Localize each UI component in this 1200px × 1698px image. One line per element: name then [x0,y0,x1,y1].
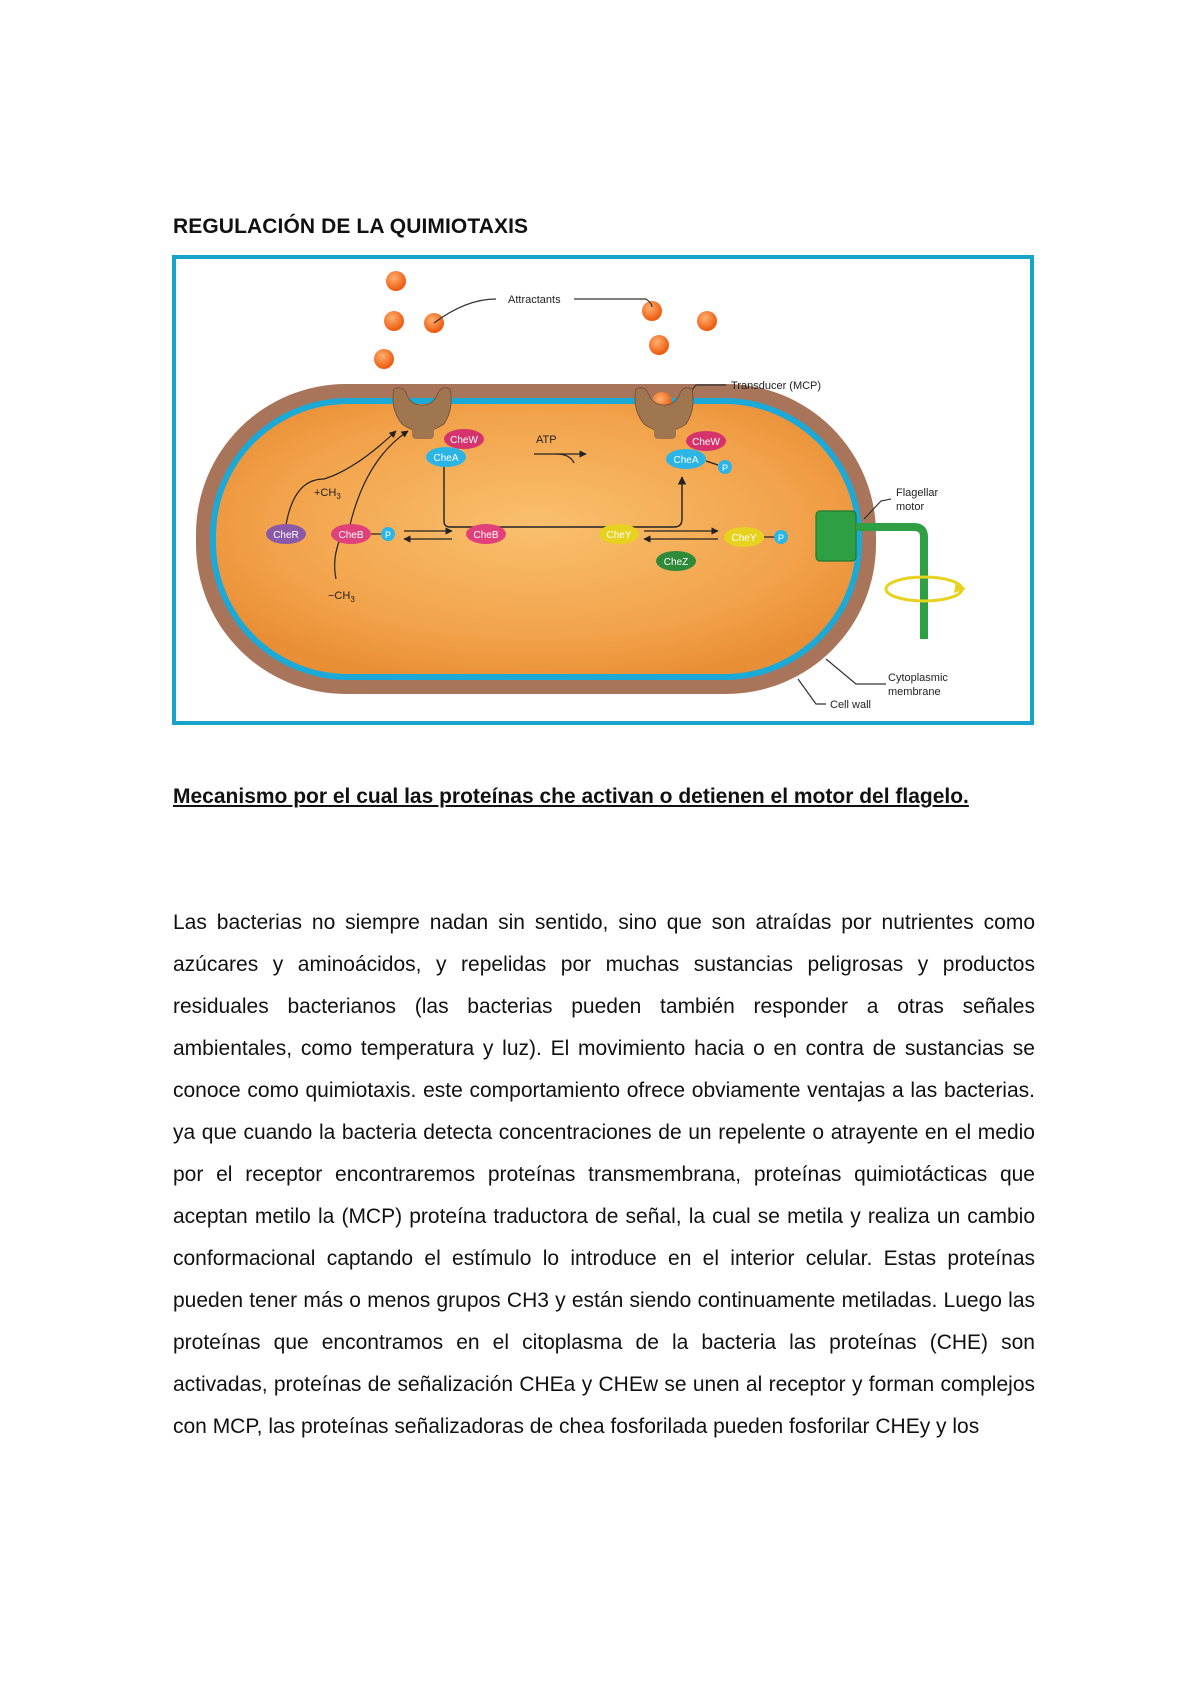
svg-text:CheB: CheB [338,530,364,541]
flagellar-motor-label-1: Flagellar [896,487,939,499]
svg-text:CheW: CheW [450,435,478,446]
svg-text:CheA: CheA [673,455,699,466]
plus-ch3-label: $+CH_3$ [314,487,341,501]
svg-text:P: P [384,530,392,540]
attractants-label: Attractants [508,294,561,306]
minus-ch3-label: $-CH_3$ [328,590,355,604]
diagram-svg [176,259,1030,721]
svg-text:P: P [777,533,785,543]
chemotaxis-diagram [172,255,1034,725]
svg-text:CheY: CheY [731,533,757,544]
svg-text:CheB: CheB [473,530,499,541]
section-heading: Mecanismo por el cual las proteínas che activan o detienen el motor del flagelo. [173,785,969,808]
transducer-label: Transducer (MCP) [731,380,822,392]
svg-text:CheR: CheR [273,530,299,541]
flagellar-motor [816,511,856,561]
cytoplasmic-membrane-label-1: Cytoplasmic [888,672,948,684]
flagellar-motor-label-2: motor [896,501,925,513]
svg-text:CheZ: CheZ [663,557,689,568]
cytoplasmic-membrane-label-2: membrane [888,686,941,698]
svg-text:P: P [721,463,729,473]
svg-text:CheY: CheY [606,530,632,541]
svg-text:CheA: CheA [433,453,459,464]
page-title: REGULACIÓN DE LA QUIMIOTAXIS [173,215,529,238]
cell-wall-label: Cell wall [830,699,871,711]
atp-label: ATP [536,434,557,446]
svg-text:CheW: CheW [692,437,720,448]
body-paragraph: Las bacterias no siempre nadan sin sentido, sino que son atraídas por nutrientes como azúcares y aminoácidos, y repelidas por muchas sustancias peligrosas y productos residuales bacterianos (las bacterias pueden también responder a otras señales ambientales, como temperatura y luz). El movimiento hacia o en contra de sustancias se conoce como quimiotaxis. este comportamiento ofrece obviamente ventajas a las bacterias. ya que cuando la bacteria detecta concentraciones de un repelente o atrayente en el medio por el receptor encontraremos proteínas transmembrana, proteínas quimiotácticas que aceptan metilo la (MCP) proteína traductora de señal, la cual se metila y realiza un cambio conformacional captando el estímulo lo introduce en el interior celular. Estas proteínas pueden tener más o menos grupos CH3 y están siendo continuamente metiladas. Luego las proteínas que encontramos en el citoplasma de la bacteria las proteínas (CHE) son activadas, proteínas de señalización CHEa y CHEw se unen al receptor y forman complejos con MCP, las proteínas señalizadoras de chea fosforilada pueden fosforilar CHEy y los [173,911,1035,1438]
